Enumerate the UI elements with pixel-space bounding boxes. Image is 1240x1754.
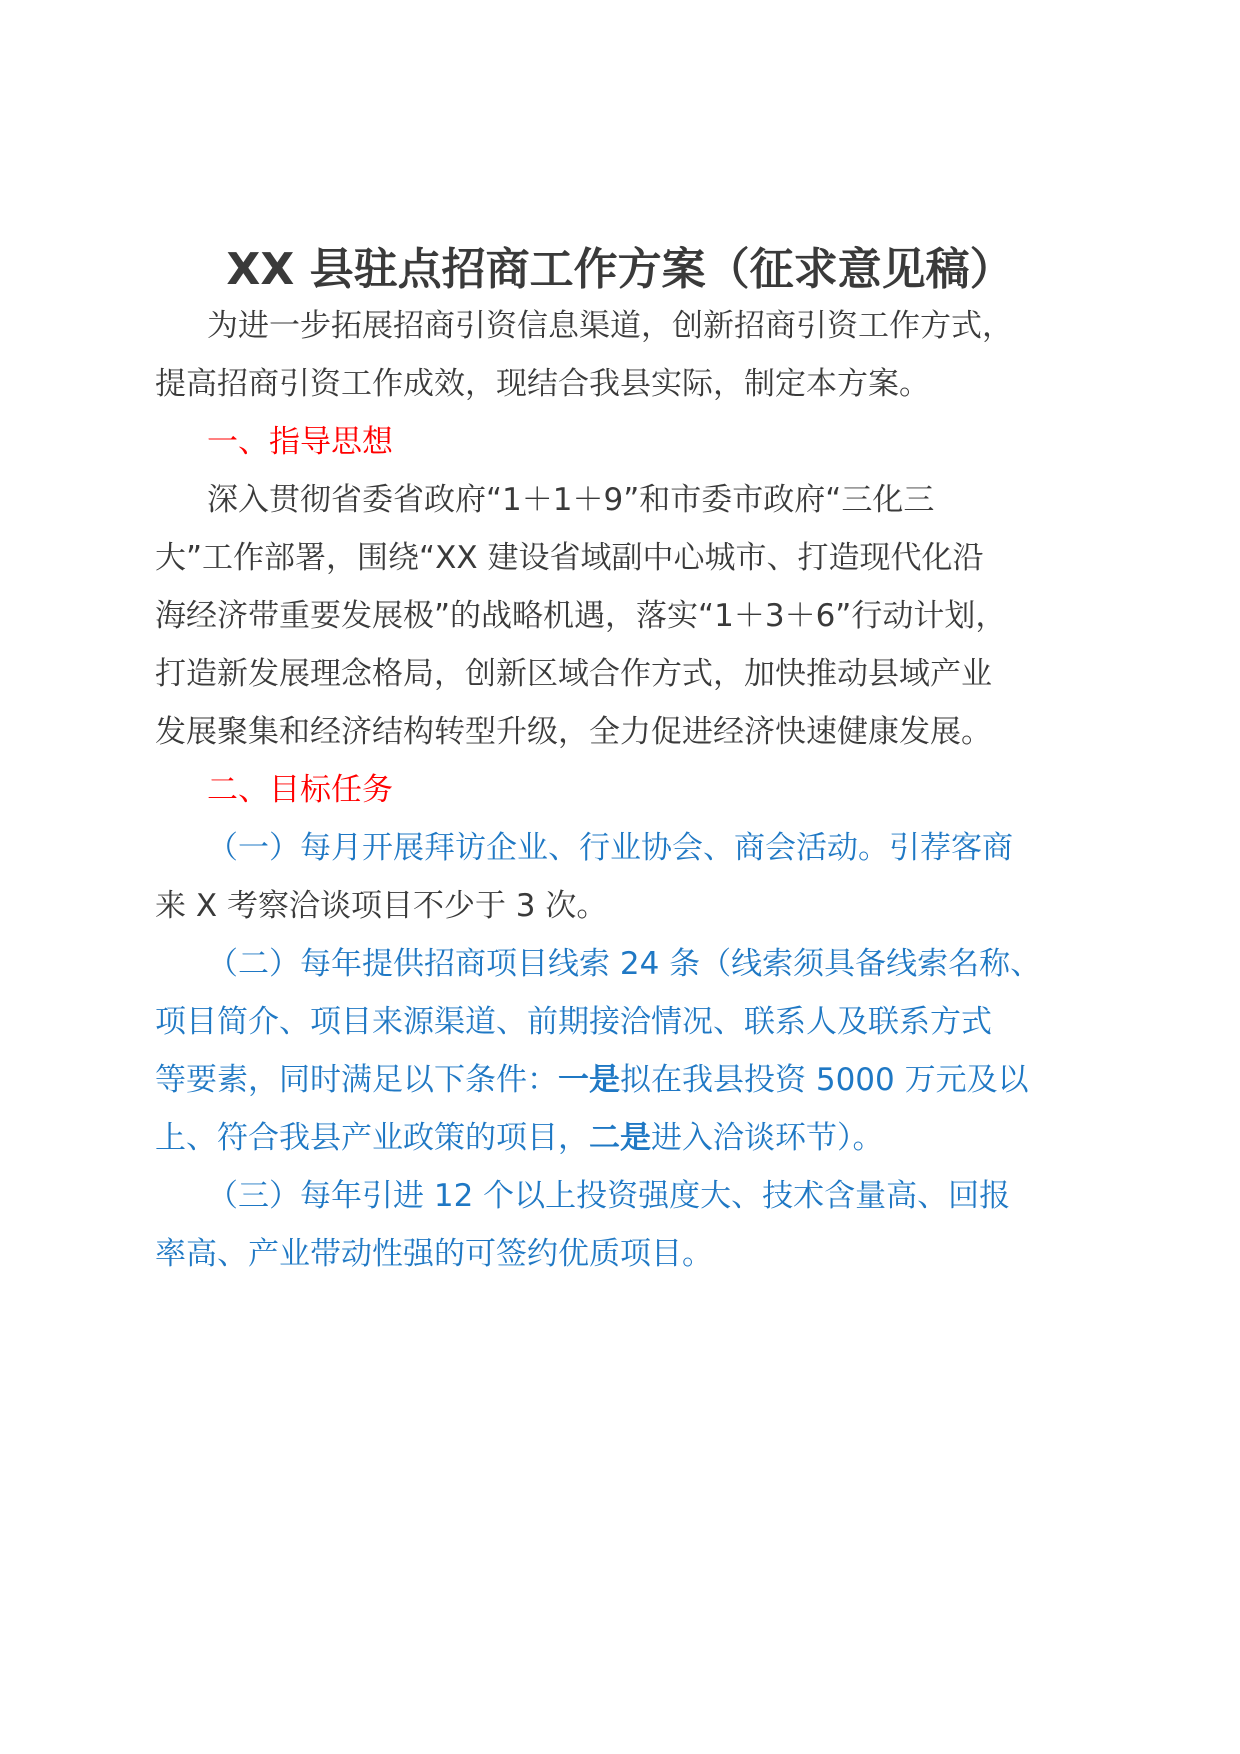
item2-line-4	[155, 1116, 884, 1160]
item1-line-2: 来 X 考察洽谈项目不少于 3 次。	[155, 888, 608, 924]
document-title: XX 县驻点招商工作方案（征求意见稿）	[226, 244, 1014, 295]
item2-line-3	[155, 1058, 1029, 1102]
section1-line-5: 发展聚集和经济结构转型升级，全力促进经济快速健康发展。	[155, 714, 992, 750]
item2-line-2: 项目简介、项目来源渠道、前期接洽情况、联系人及联系方式	[155, 1004, 992, 1040]
section1-line-2: 大”工作部署，围绕“XX 建设省域副中心城市、打造现代化沿	[155, 540, 984, 576]
intro-line-2: 提高招商引资工作成效，现结合我县实际，制定本方案。	[155, 366, 930, 402]
item2-emphasis-second: 二是	[589, 1120, 651, 1156]
section1-heading: 一、指导思想	[207, 424, 393, 460]
intro-line-1: 为进一步拓展招商引资信息渠道，创新招商引资工作方式，	[207, 308, 1013, 344]
section1-line-3: 海经济带重要发展极”的战略机遇，落实“1＋3＋6”行动计划，	[155, 598, 1007, 634]
item1-line-1: （一）每月开展拜访企业、行业协会、商会活动。引荐客商	[207, 830, 1013, 866]
section1-line-4: 打造新发展理念格局，创新区域合作方式，加快推动县域产业	[155, 656, 992, 692]
item2-line-4-part-c: 进入洽谈环节）。	[651, 1120, 884, 1156]
item2-line-1: （二）每年提供招商项目线索 24 条（线索须具备线索名称、	[207, 946, 1042, 982]
item2-emphasis-first: 一是	[558, 1062, 620, 1098]
item2-line-3-part-a: 等要素，同时满足以下条件：	[155, 1062, 558, 1098]
item3-line-2: 率高、产业带动性强的可签约优质项目。	[155, 1236, 713, 1272]
section2-heading: 二、目标任务	[207, 772, 393, 808]
item3-line-1: （三）每年引进 12 个以上投资强度大、技术含量高、回报	[207, 1178, 1011, 1214]
item2-line-3-part-c: 拟在我县投资 5000 万元及以	[620, 1062, 1029, 1098]
section1-line-1: 深入贯彻省委省政府“1＋1＋9”和市委市政府“三化三	[207, 482, 935, 518]
item2-line-4-part-a: 上、符合我县产业政策的项目，	[155, 1120, 589, 1156]
